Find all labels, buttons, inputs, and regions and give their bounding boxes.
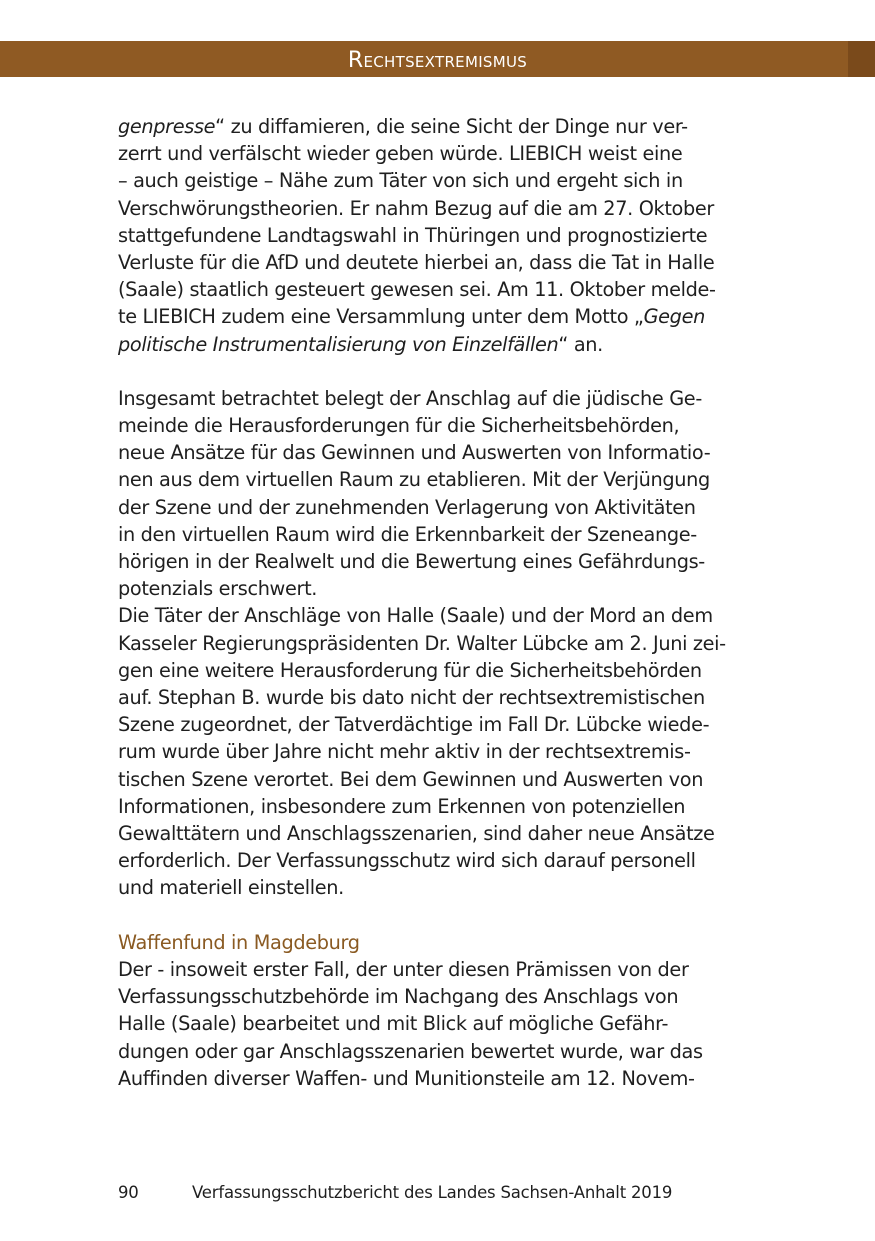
text-line: auf. Stephan B. wurde bis dato nicht der rechtsextremistischen xyxy=(118,686,705,710)
text-line: stattgefundene Landtagswahl in Thüringen und prognostizierte xyxy=(118,223,708,247)
text-line: te LIEBICH zudem eine Versammlung unter dem Motto „Gegen xyxy=(118,305,705,329)
text-line: neue Ansätze für das Gewinnen und Auswerten von Informatio- xyxy=(118,441,711,465)
text-line: hörigen in der Realwelt und die Bewertung eines Gefährdungs- xyxy=(118,550,705,574)
text-line: Verschwörungstheorien. Er nahm Bezug auf die am 27. Oktober xyxy=(118,196,714,220)
text-line: meinde die Herausforderungen für die Sicherheitsbehörden, xyxy=(118,414,680,438)
text-line: Szene zugeordnet, der Tatverdächtige im Fall Dr. Lübcke wiede- xyxy=(118,713,710,737)
text-line: gen eine weitere Herausforderung für die Sicherheitsbehörden xyxy=(118,658,702,682)
text-line: Der - insoweit erster Fall, der unter diesen Prämissen von der xyxy=(118,957,689,981)
text-line: in den virtuellen Raum wird die Erkennbarkeit der Szeneange- xyxy=(118,522,697,546)
text-line: rum wurde über Jahre nicht mehr aktiv in der rechtsextremis- xyxy=(118,740,691,764)
text-line: und materiell einstellen. xyxy=(118,876,344,900)
paragraph-gap xyxy=(118,358,768,385)
paragraph-gap xyxy=(118,902,768,929)
text-line: genpresse“ zu diffamieren, die seine Sicht der Dinge nur ver- xyxy=(118,115,688,138)
text-line: zerrt und verfälscht wieder geben würde. LIEBICH weist eine xyxy=(118,142,683,166)
text-line: Halle (Saale) bearbeitet und mit Blick auf mögliche Gefähr- xyxy=(118,1012,669,1036)
text-line: – auch geistige – Nähe zum Täter von sich und ergeht sich in xyxy=(118,169,683,193)
text-line: dungen oder gar Anschlagsszenarien bewertet wurde, war das xyxy=(118,1039,703,1063)
chapter-title: Rechtsextremismus xyxy=(347,48,528,73)
italic-term: genpresse xyxy=(118,115,216,138)
page-body xyxy=(118,113,768,1092)
italic-motto: Gegen xyxy=(643,305,705,329)
text-line: der Szene und der zunehmenden Verlagerung von Aktivitäten xyxy=(118,495,696,519)
text-line: Verluste für die AfD und deutete hierbei an, dass die Tat in Halle xyxy=(118,251,715,275)
page-number: 90 xyxy=(118,1183,139,1202)
text-line: Gewalttätern und Anschlagsszenarien, sind daher neue Ansätze xyxy=(118,822,715,846)
text-line: erforderlich. Der Verfassungsschutz wird sich darauf personell xyxy=(118,849,696,873)
section-subheading: Waffenfund in Magdeburg xyxy=(118,930,360,954)
text-line: (Saale) staatlich gesteuert gewesen sei. Am 11. Oktober melde- xyxy=(118,278,716,302)
italic-motto: politische Instrumentalisierung von Einzelfällen xyxy=(118,332,559,356)
text-line: Auffinden diverser Waffen- und Munitionsteile am 12. Novem- xyxy=(118,1066,695,1090)
text-line: Kasseler Regierungspräsidenten Dr. Walter Lübcke am 2. Juni zei- xyxy=(118,631,726,655)
text-line: tischen Szene verortet. Bei dem Gewinnen und Auswerten von xyxy=(118,767,704,791)
publication-title: Verfassungsschutzbericht des Landes Sachsen-Anhalt 2019 xyxy=(192,1183,673,1202)
text-line: Informationen, insbesondere zum Erkennen von potenziellen xyxy=(118,794,686,818)
text-line: potenzials erschwert. xyxy=(118,577,318,601)
text-line: Die Täter der Anschläge von Halle (Saale) und der Mord an dem xyxy=(118,604,713,628)
text-line: Insgesamt betrachtet belegt der Anschlag auf die jüdische Ge- xyxy=(118,386,702,410)
text-line: nen aus dem virtuellen Raum zu etablieren. Mit der Verjüngung xyxy=(118,468,710,492)
text-line: politische Instrumentalisierung von Einzelfällen“ an. xyxy=(118,332,603,356)
text-line: Verfassungsschutzbehörde im Nachgang des Anschlags von xyxy=(118,985,679,1009)
